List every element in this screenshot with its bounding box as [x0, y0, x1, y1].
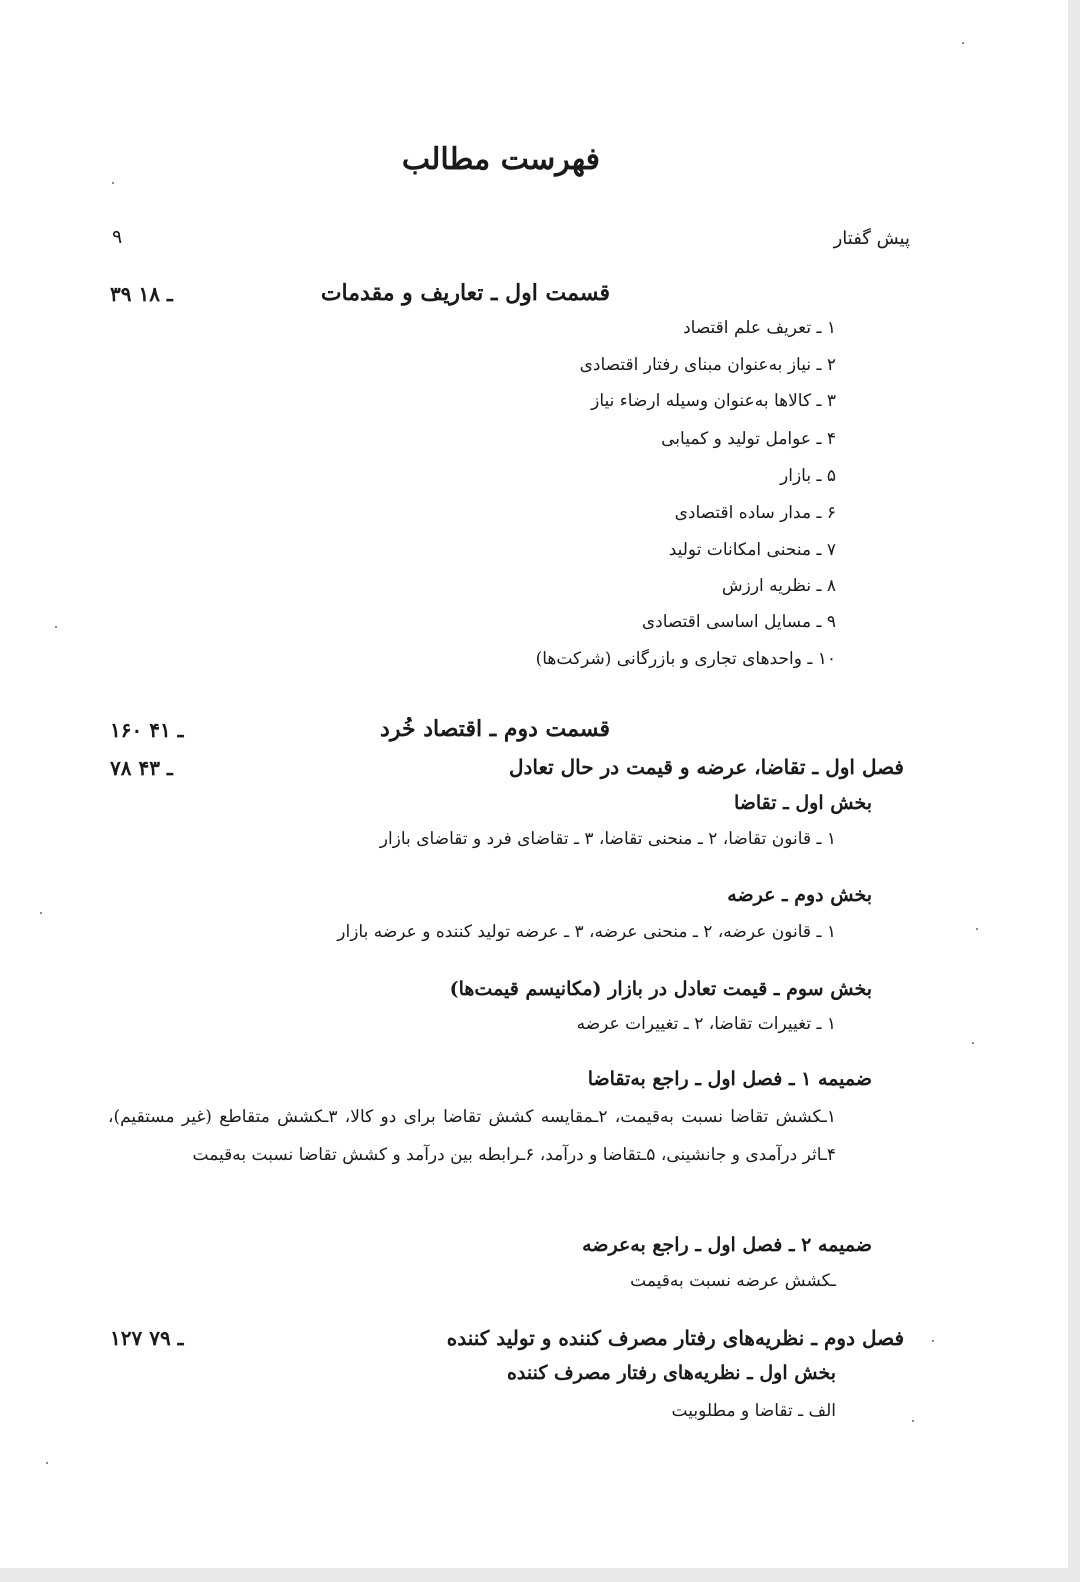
preface-page-number: ۹: [112, 226, 123, 248]
page-title: فهرست مطالب: [401, 142, 600, 177]
section-three-title: بخش سوم ـ قیمت تعادل در بازار (مکانیسم قیمت‌ها): [449, 978, 872, 1000]
list-item: ۸ ـ نظریه ارزش: [721, 576, 836, 596]
scan-speck: [40, 912, 42, 914]
scan-speck: [912, 1420, 914, 1422]
scan-speck: [55, 626, 57, 628]
scan-speck: [972, 1042, 974, 1044]
appendix-one-title: ضمیمه ۱ ـ فصل اول ـ راجع به‌تقاضا: [587, 1068, 872, 1090]
section-two-content: ۱ ـ قانون عرضه، ۲ ـ منحنی عرضه، ۳ ـ عرضه تولید کننده و عرضه بازار: [337, 922, 836, 942]
scan-speck: [962, 42, 964, 44]
scan-speck: [112, 182, 114, 184]
list-item: ۴ ـ عوامل تولید و کمیابی: [661, 429, 836, 449]
list-item: ۶ ـ مدار ساده اقتصادی: [674, 503, 836, 523]
chapter-two-page-range: ۱۲۷ ـ ۷۹: [110, 1326, 184, 1350]
chapter-one-title: فصل اول ـ تقاضا، عرضه و قیمت در حال تعادل: [508, 755, 904, 779]
scan-speck: [976, 928, 978, 930]
list-item: ۹ ـ مسایل اساسی اقتصادی: [641, 612, 836, 632]
section-three-content: ۱ ـ تغییرات تقاضا، ۲ ـ تغییرات عرضه: [576, 1014, 836, 1034]
scan-speck: [932, 1340, 934, 1342]
appendix-two-content: ـکشش عرضه نسبت به‌قیمت: [630, 1271, 836, 1291]
appendix-one-content: ۱ـکشش تقاضا نسبت به‌قیمت، ۲ـمقایسه کشش تقاضا برای دو کالا، ۳ـکشش متقاطع (غیر مستقیم)، ۴ـاثر درآمدی و جانشینی، ۵ـتقاضا و درآمد، ۶ـرابطه بین درآمد و کشش تقاضا نسبت به‌قیمت: [108, 1107, 837, 1165]
chapter-one-page-range: ۷۸ ـ ۴۳: [110, 756, 173, 780]
list-item: ۱ ـ تعریف علم اقتصاد: [683, 318, 836, 338]
chapter-two-title: فصل دوم ـ نظریه‌های رفتار مصرف کننده و تولید کننده: [446, 1326, 904, 1350]
part-two-page-range: ۱۶۰ ـ ۴۱: [110, 718, 184, 742]
list-item: ۵ ـ بازار: [780, 466, 836, 486]
preface-label: پیش گفتار: [833, 228, 910, 249]
section-two-title: بخش دوم ـ عرضه: [727, 884, 872, 906]
list-item: ۷ ـ منحنی امکانات تولید: [668, 540, 836, 560]
list-item: ۲ ـ نیاز به‌عنوان مبنای رفتار اقتصادی: [579, 355, 836, 375]
part-one-page-range: ۳۹ ـ ۱۸: [110, 282, 173, 306]
appendix-two-title: ضمیمه ۲ ـ فصل اول ـ راجع به‌عرضه: [582, 1234, 872, 1256]
chapter-two-item: الف ـ تقاضا و مطلوبیت: [671, 1401, 836, 1421]
chapter-two-section-title: بخش اول ـ نظریه‌های رفتار مصرف کننده: [506, 1362, 836, 1384]
part-one-title: قسمت اول ـ تعاریف و مقدمات: [320, 280, 610, 306]
section-one-content: ۱ ـ قانون تقاضا، ۲ ـ منحنی تقاضا، ۳ ـ تقاضای فرد و تقاضای بازار: [379, 829, 836, 849]
section-one-title: بخش اول ـ تقاضا: [733, 792, 872, 814]
list-item: ۱۰ ـ واحدهای تجاری و بازرگانی (شرکت‌ها): [535, 649, 836, 669]
scan-speck: [46, 1462, 48, 1464]
part-two-title: قسمت دوم ـ اقتصاد خُرد: [380, 716, 610, 742]
list-item: ۳ ـ کالاها به‌عنوان وسیله ارضاء نیاز: [591, 391, 836, 411]
